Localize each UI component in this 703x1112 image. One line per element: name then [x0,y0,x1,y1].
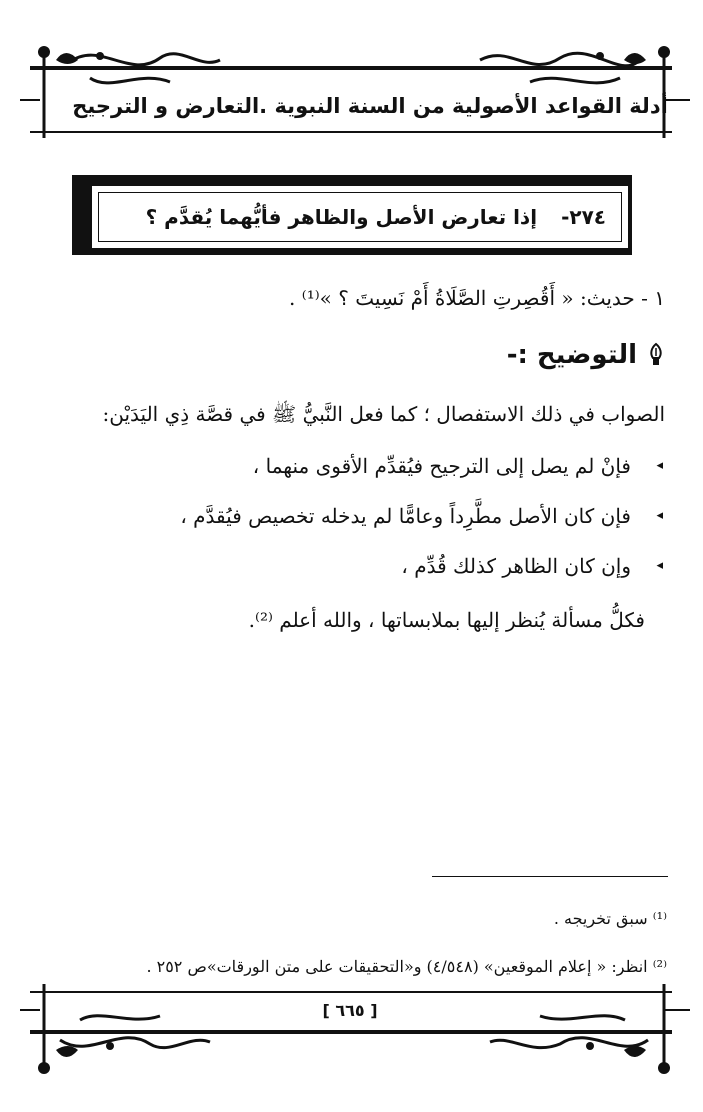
footnote-2: ⁽²⁾ انظر: « إعلام الموقعين» (٤/٥٤٨) و«التحقيقات على متن الورقات»ص ٢٥٢ . [146,957,667,976]
bullet-item [45,548,665,598]
bullet-text: فإن كان الأصل مطَّرِداً وعامًّا لم يدخله تخصيص فيُقدَّم ، [180,504,631,528]
section-heading [507,340,665,370]
bullet-marker-icon: ◂ [656,458,663,473]
section-title: التوضيح :- [506,340,637,370]
bullet-item [45,498,665,548]
page-number: [ ٦٦٥ ] [322,1001,378,1020]
question-heading [146,186,606,248]
question-number: ٢٧٤- [561,205,606,229]
bullet-marker-icon: ◂ [656,508,663,523]
bullet-marker-icon: ◂ [656,558,663,573]
question-text: إذا تعارض الأصل والظاهر فأيُّهما يُقدَّم ؟ [145,205,538,229]
bullet-item [45,448,665,498]
hadith-line: ١ - حديث: « أَقُصِرتِ الصَّلَاةُ أَمْ نَسِيتَ ؟ »⁽¹⁾ . [289,286,665,310]
footnote-separator [432,876,668,877]
bullet-list [45,448,665,598]
bullet-text: وإن كان الظاهر كذلك قُدِّم ، [401,554,631,578]
lamp-icon [647,342,665,368]
running-header: أدلة القواعد الأصولية من السنة النبوية .التعارض و الترجيح [72,94,668,118]
footnote-1: ⁽¹⁾ سبق تخريجه . [553,909,667,928]
bullet-text: فإنْ لم يصل إلى الترجيح فيُقدِّم الأقوى منهما ، [252,454,631,478]
intro-paragraph: الصواب في ذلك الاستفصال ؛ كما فعل النَّبيُّ ﷺ في قصَّة ذِي اليَدَيْن: [102,402,665,426]
closing-paragraph: فكلُّ مسألة يُنظر إليها بملابساتها ، والله أعلم ⁽²⁾. [248,608,645,632]
question-box [90,184,630,250]
